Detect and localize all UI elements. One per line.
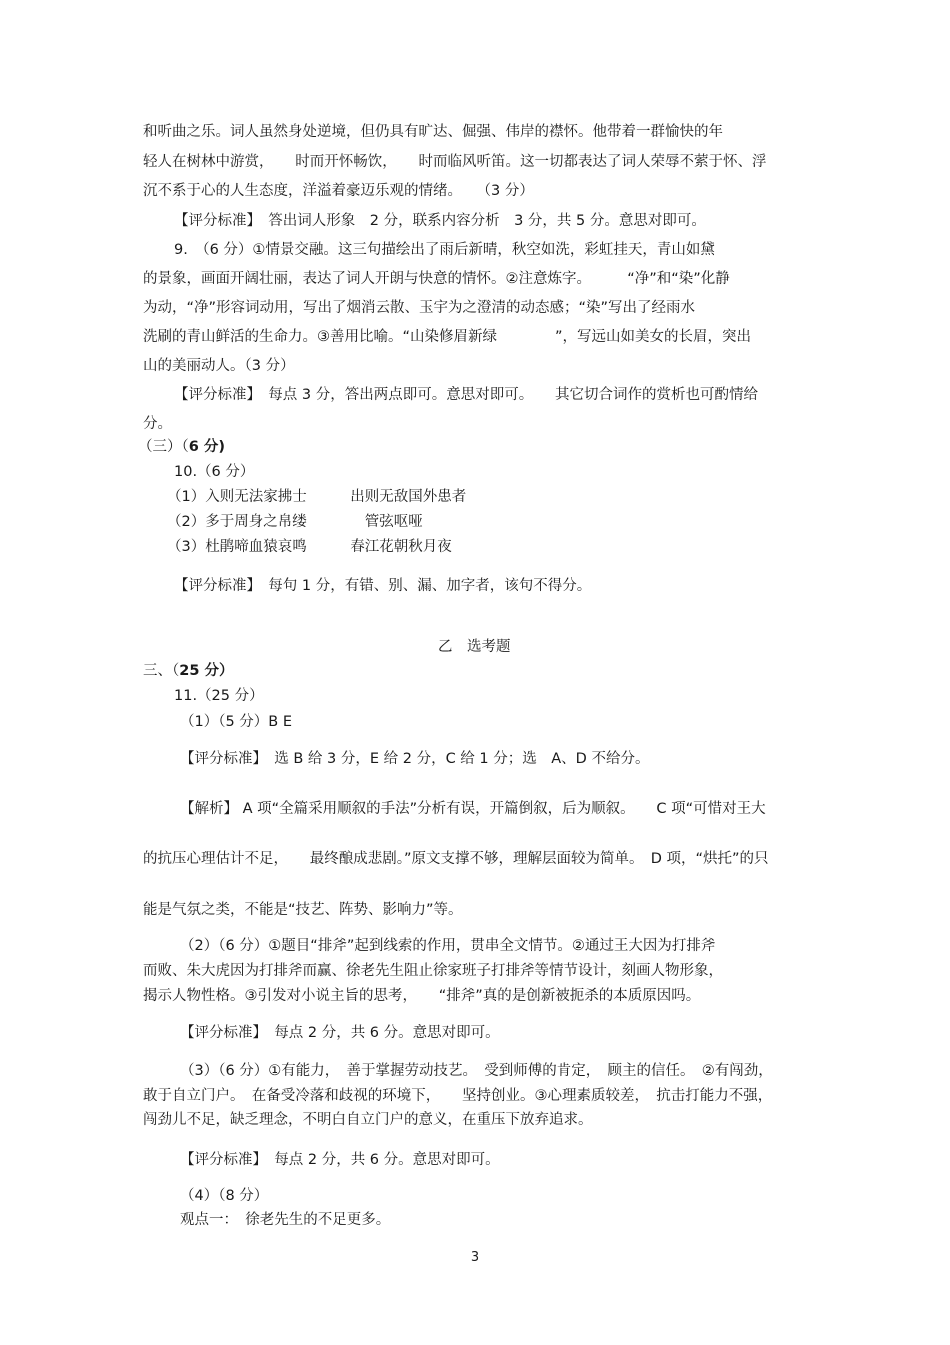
scoring-standard-11-3: 【评分标准】 每点 2 分，共 6 分。意思对即可。 bbox=[180, 1152, 500, 1168]
scoring-standard-9-line-2: 分。 bbox=[143, 416, 172, 432]
part-3-heading: 三、（25 分） bbox=[143, 663, 234, 679]
question-10-heading: 10.（6 分） bbox=[174, 464, 255, 480]
scoring-standard-11-1: 【评分标准】 选 B 给 3 分，E 给 2 分，C 给 1 分；选 A、D 不给分。 bbox=[180, 751, 650, 767]
scoring-standard-9-line-1: 【评分标准】 每点 3 分，答出两点即可。意思对即可。 其它切合词作的赏析也可酌情给 bbox=[174, 387, 758, 403]
answer-10-item-2: （2）多于周身之帛缕 管弦呕哑 bbox=[167, 514, 423, 530]
answer-11-4-heading: （4）（8 分） bbox=[180, 1188, 269, 1204]
section-3-heading: （三）（6 分) bbox=[138, 439, 226, 455]
answer-8-line-2: 轻人在树林中游赏， 时而开怀畅饮， 时而临风听笛。这一切都表达了词人荣辱不萦于怀、浮 bbox=[143, 154, 767, 170]
elective-section-title: 乙 选考题 bbox=[438, 639, 511, 655]
answer-9-line-3: 为动，“净”形容词动用，写出了烟消云散、玉宇为之澄清的动态感；“染”写出了经雨水 bbox=[143, 300, 696, 316]
answer-8-line-1: 和听曲之乐。词人虽然身处逆境，但仍具有旷达、倔强、伟岸的襟怀。他带着一群愉快的年 bbox=[143, 124, 723, 140]
answer-9-line-4: 洗刷的青山鲜活的生命力。③善用比喻。“山染修眉新绿 ”，写远山如美女的长眉，突出 bbox=[143, 329, 752, 345]
analysis-line-1: 【解析】 A 项“全篇采用顺叙的手法”分析有误，开篇倒叙，后为顺叙。 C 项“可惜对王大 bbox=[180, 801, 766, 817]
scoring-standard-11-2: 【评分标准】 每点 2 分，共 6 分。意思对即可。 bbox=[180, 1025, 500, 1041]
question-11-heading: 11.（25 分） bbox=[174, 688, 264, 704]
page-number: 3 bbox=[470, 1250, 480, 1265]
answer-11-2-line-3: 揭示人物性格。③引发对小说主旨的思考， “排斧”真的是创新被扼杀的本质原因吗。 bbox=[143, 988, 701, 1004]
analysis-line-2: 的抗压心理估计不足， 最终酿成悲剧。”原文支撑不够，理解层面较为简单。 D 项，“烘托”的只 bbox=[143, 851, 769, 867]
answer-11-2-line-1: （2）（6 分）①题目“排斧”起到线索的作用，贯串全文情节。②通过王大因为打排斧 bbox=[180, 938, 716, 954]
answer-11-3-line-2: 敢于自立门户。 在备受冷落和歧视的环境下， 坚持创业。③心理素质较差， 抗击打能力不强， bbox=[143, 1088, 773, 1104]
scoring-standard-8: 【评分标准】 答出词人形象 2 分，联系内容分析 3 分，共 5 分。意思对即可。 bbox=[174, 213, 706, 229]
answer-11-1: （1）（5 分）B E bbox=[180, 714, 293, 730]
analysis-line-3: 能是气氛之类，不能是“技艺、阵势、影响力”等。 bbox=[143, 902, 463, 918]
answer-8-line-3: 沉不系于心的人生态度，洋溢着豪迈乐观的情绪。 （3 分） bbox=[143, 183, 534, 199]
answer-9-line-5: 山的美丽动人。（3 分） bbox=[143, 358, 295, 374]
answer-10-item-3: （3）杜鹃啼血猿哀鸣 春江花朝秋月夜 bbox=[167, 539, 452, 555]
answer-11-3-line-1: （3）（6 分）①有能力， 善于掌握劳动技艺。 受到师傅的肯定， 顾主的信任。 ②有闯劲， bbox=[180, 1063, 773, 1079]
answer-9-line-2: 的景象，画面开阔壮丽，表达了词人开朗与快意的情怀。②注意炼字。 “净”和“染”化静 bbox=[143, 271, 730, 287]
viewpoint-one: 观点一： 徐老先生的不足更多。 bbox=[180, 1212, 391, 1228]
answer-11-3-line-3: 闯劲儿不足，缺乏理念，不明白自立门户的意义，在重压下放弃追求。 bbox=[143, 1112, 593, 1128]
scoring-standard-10: 【评分标准】 每句 1 分，有错、别、漏、加字者，该句不得分。 bbox=[174, 578, 592, 594]
answer-11-2-line-2: 而败、朱大虎因为打排斧而赢、徐老先生阻止徐家班子打排斧等情节设计，刻画人物形象， bbox=[143, 963, 723, 979]
answer-10-item-1: （1）入则无法家拂士 出则无敌国外患者 bbox=[167, 489, 467, 505]
answer-9-line-1: 9. （6 分）①情景交融。这三句描绘出了雨后新晴，秋空如洗，彩虹挂天，青山如黛 bbox=[174, 242, 715, 258]
